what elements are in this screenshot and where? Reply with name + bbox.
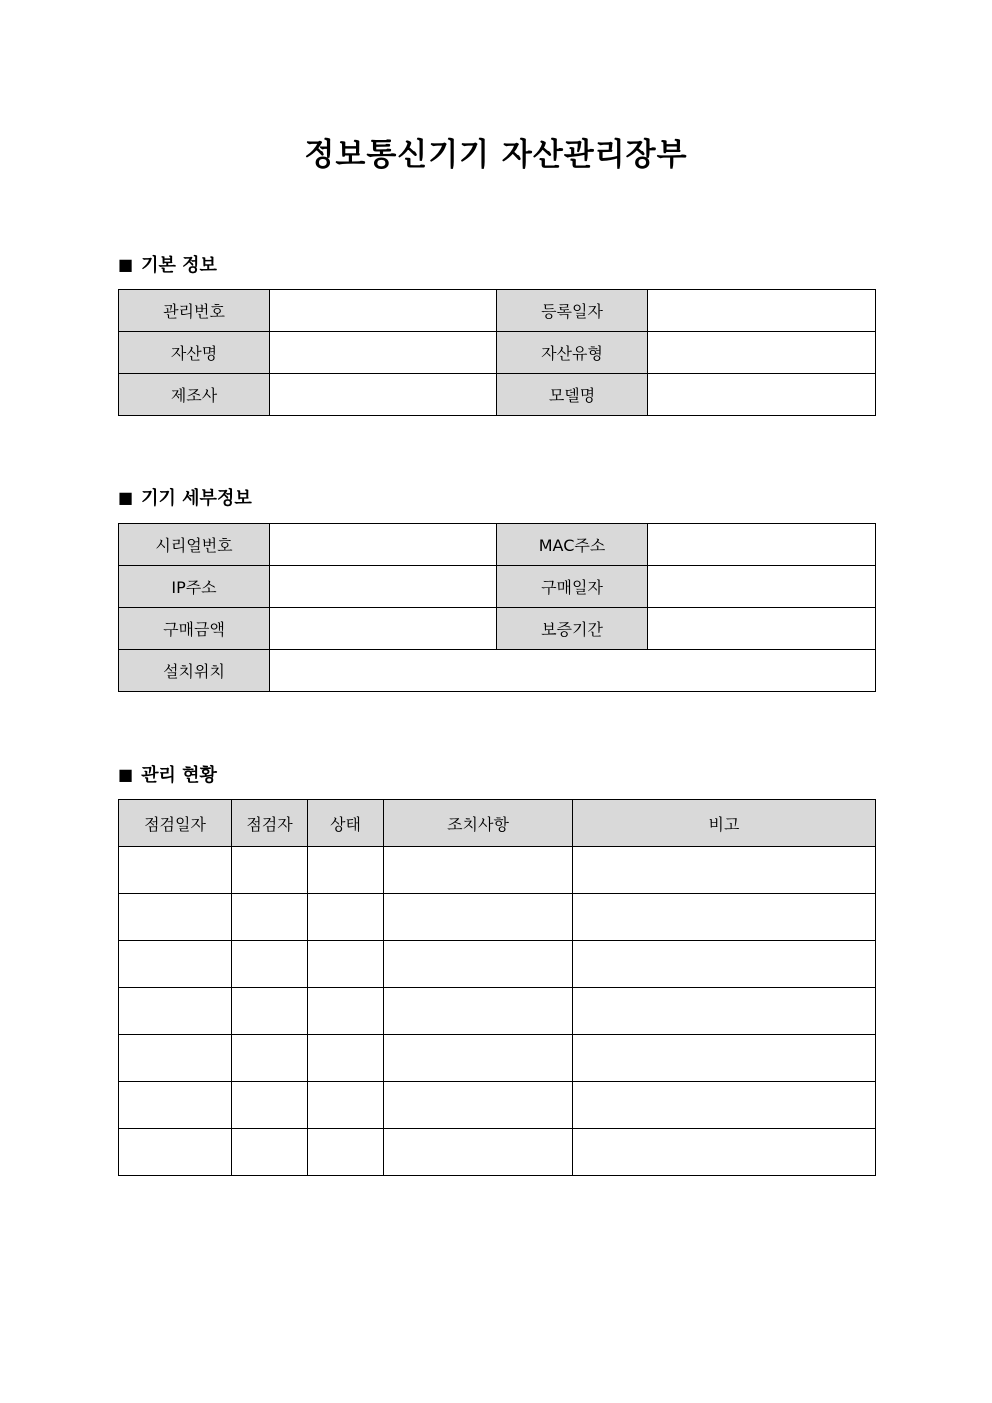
table-row: [119, 847, 876, 894]
table-row: [119, 1082, 876, 1129]
table-cell[interactable]: [119, 847, 232, 894]
table-cell[interactable]: [384, 847, 573, 894]
table-cell[interactable]: [232, 894, 308, 941]
basic-info-table: [118, 289, 876, 416]
field-value-asset-type[interactable]: [648, 332, 876, 374]
table-cell[interactable]: [308, 988, 384, 1035]
table-cell[interactable]: [573, 1082, 876, 1129]
field-value-ip-address[interactable]: [270, 566, 497, 608]
square-bullet-icon: ■: [118, 488, 134, 507]
table-cell[interactable]: [119, 1082, 232, 1129]
table-cell[interactable]: [232, 847, 308, 894]
table-cell[interactable]: [308, 894, 384, 941]
table-row: [119, 941, 876, 988]
field-value-mac-address[interactable]: [648, 524, 876, 566]
table-cell[interactable]: [119, 1035, 232, 1082]
table-cell[interactable]: [308, 1129, 384, 1176]
table-cell[interactable]: [119, 1129, 232, 1176]
document-title: 정보통신기기 자산관리장부: [304, 137, 688, 173]
table-row: [119, 290, 876, 332]
table-cell[interactable]: [384, 941, 573, 988]
square-bullet-icon: ■: [118, 765, 134, 784]
field-label-model-name: 모델명: [497, 374, 648, 416]
table-cell[interactable]: [232, 941, 308, 988]
square-bullet-icon: ■: [118, 255, 134, 274]
section-heading-device-details: [118, 485, 252, 512]
table-cell[interactable]: [573, 1035, 876, 1082]
field-value-asset-name[interactable]: [270, 332, 497, 374]
column-header-remarks: 비고: [573, 800, 876, 847]
table-row: [119, 332, 876, 374]
field-label-warranty-period: 보증기간: [497, 608, 648, 650]
field-label-serial-number: 시리얼번호: [119, 524, 270, 566]
table-cell[interactable]: [119, 941, 232, 988]
field-value-purchase-date[interactable]: [648, 566, 876, 608]
table-cell[interactable]: [232, 988, 308, 1035]
section-heading-label: 기기 세부정보: [141, 488, 252, 509]
field-value-management-number[interactable]: [270, 290, 497, 332]
table-cell[interactable]: [119, 988, 232, 1035]
table-cell[interactable]: [384, 1082, 573, 1129]
table-cell[interactable]: [384, 988, 573, 1035]
table-cell[interactable]: [573, 988, 876, 1035]
table-row: [119, 650, 876, 692]
field-label-asset-type: 자산유형: [497, 332, 648, 374]
table-header-row: [119, 800, 876, 847]
table-cell[interactable]: [308, 941, 384, 988]
table-cell[interactable]: [308, 1035, 384, 1082]
table-cell[interactable]: [232, 1035, 308, 1082]
column-header-status: 상태: [308, 800, 384, 847]
table-row: [119, 1035, 876, 1082]
device-details-table: [118, 523, 876, 692]
column-header-action-taken: 조치사항: [384, 800, 573, 847]
table-cell[interactable]: [573, 1129, 876, 1176]
table-row: [119, 374, 876, 416]
table-cell[interactable]: [232, 1129, 308, 1176]
table-cell[interactable]: [573, 894, 876, 941]
table-cell[interactable]: [573, 847, 876, 894]
table-row: [119, 894, 876, 941]
field-value-install-location[interactable]: [270, 650, 876, 692]
field-value-warranty-period[interactable]: [648, 608, 876, 650]
field-label-registration-date: 등록일자: [497, 290, 648, 332]
table-row: [119, 524, 876, 566]
section-heading-management-status: [118, 762, 217, 789]
table-cell[interactable]: [119, 894, 232, 941]
table-cell[interactable]: [384, 1129, 573, 1176]
section-heading-label: 기본 정보: [141, 255, 217, 276]
field-value-model-name[interactable]: [648, 374, 876, 416]
table-row: [119, 566, 876, 608]
table-row: [119, 1129, 876, 1176]
table-cell[interactable]: [232, 1082, 308, 1129]
field-label-management-number: 관리번호: [119, 290, 270, 332]
field-label-mac-address: MAC주소: [497, 524, 648, 566]
management-status-table: [118, 799, 876, 1176]
table-cell[interactable]: [308, 847, 384, 894]
field-label-manufacturer: 제조사: [119, 374, 270, 416]
field-value-manufacturer[interactable]: [270, 374, 497, 416]
table-cell[interactable]: [573, 941, 876, 988]
table-row: [119, 608, 876, 650]
field-label-purchase-amount: 구매금액: [119, 608, 270, 650]
table-cell[interactable]: [384, 894, 573, 941]
field-label-install-location: 설치위치: [119, 650, 270, 692]
field-value-registration-date[interactable]: [648, 290, 876, 332]
field-label-ip-address: IP주소: [119, 566, 270, 608]
field-label-purchase-date: 구매일자: [497, 566, 648, 608]
column-header-inspection-date: 점검일자: [119, 800, 232, 847]
table-cell[interactable]: [308, 1082, 384, 1129]
field-value-purchase-amount[interactable]: [270, 608, 497, 650]
table-cell[interactable]: [384, 1035, 573, 1082]
section-heading-label: 관리 현황: [141, 765, 217, 786]
section-heading-basic-info: [118, 252, 217, 279]
field-value-serial-number[interactable]: [270, 524, 497, 566]
field-label-asset-name: 자산명: [119, 332, 270, 374]
column-header-inspector: 점검자: [232, 800, 308, 847]
table-row: [119, 988, 876, 1035]
